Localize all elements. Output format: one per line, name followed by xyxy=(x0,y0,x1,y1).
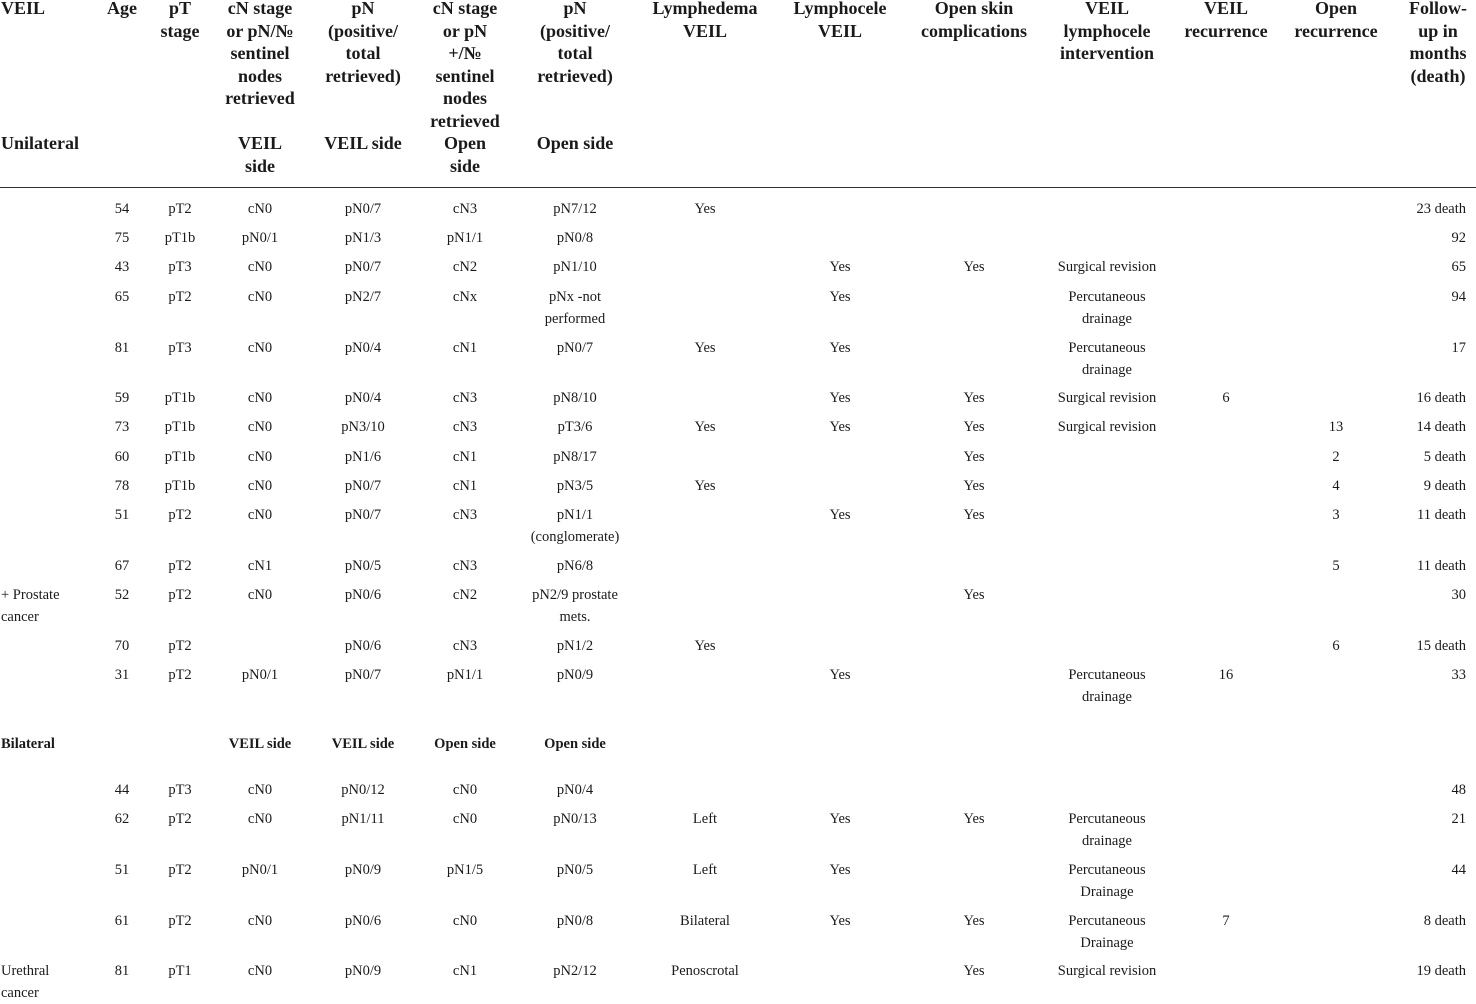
bilateral-subheader-pn-open: Open side xyxy=(544,734,606,754)
cell-followup: 16 death xyxy=(1416,388,1466,410)
cell-pn-open: pN0/9 xyxy=(557,665,593,687)
cell-intervention: Surgical revision xyxy=(1058,417,1156,439)
cell-pn-veil: pN0/9 xyxy=(345,961,381,983)
header-pt-stage xyxy=(161,0,200,42)
cell-pn-open: pN0/7 xyxy=(557,338,593,360)
cell-pt: pT2 xyxy=(168,911,191,933)
cell-followup: 33 xyxy=(1452,665,1467,687)
cell-cn-veil: cN0 xyxy=(248,585,272,607)
cell-age: 62 xyxy=(115,809,130,831)
header-line: Open skin xyxy=(921,0,1027,20)
header-line: nodes xyxy=(225,65,295,88)
cell-cn-veil: cN1 xyxy=(248,556,272,578)
cell-followup: 48 xyxy=(1452,780,1467,802)
cell-pn-open: pN0/8 xyxy=(557,911,593,933)
cell-open-rec: 3 xyxy=(1332,505,1339,527)
cell-cn-open: cN3 xyxy=(453,199,477,221)
cell-cn-veil: pN0/1 xyxy=(242,860,278,882)
cell-cn-open: cN0 xyxy=(453,809,477,831)
cell-intervention: Percutaneous xyxy=(1068,860,1145,882)
cell-pn-open: pN3/5 xyxy=(557,476,593,498)
header-line: Open xyxy=(1294,0,1377,20)
header-veil: VEIL xyxy=(1,0,45,20)
subheader-bilateral: Bilateral xyxy=(1,734,55,754)
cell-cn-veil: cN0 xyxy=(248,809,272,831)
cell-pt: pT1b xyxy=(165,417,196,439)
cell-cn-veil: pN0/1 xyxy=(242,665,278,687)
cell-intervention: drainage xyxy=(1082,360,1132,382)
cell-intervention: Drainage xyxy=(1080,933,1133,955)
header-cn-open xyxy=(430,0,500,132)
cell-cn-veil: cN0 xyxy=(248,338,272,360)
header-veil-intervention xyxy=(1060,0,1154,65)
cell-veil-rec: 6 xyxy=(1222,388,1229,410)
cell-pn-open: pN8/10 xyxy=(553,388,597,410)
header-line: lymphocele xyxy=(1060,20,1154,43)
cell-open-rec: 4 xyxy=(1332,476,1339,498)
cell-pt: pT1b xyxy=(165,388,196,410)
cell-cn-open: pN1/1 xyxy=(447,665,483,687)
cell-age: 70 xyxy=(115,636,130,658)
header-line: side xyxy=(444,155,486,178)
cell-lymphocele: Yes xyxy=(829,287,850,309)
cell-pt: pT3 xyxy=(168,338,191,360)
cell-pn-veil: pN0/5 xyxy=(345,556,381,578)
cell-cn-open: cN2 xyxy=(453,585,477,607)
cell-followup: 65 xyxy=(1452,257,1467,279)
cell-pn-veil: pN0/7 xyxy=(345,476,381,498)
cell-cn-veil: cN0 xyxy=(248,417,272,439)
cell-cn-open: cN3 xyxy=(453,636,477,658)
header-line: nodes xyxy=(430,87,500,110)
header-open-skin xyxy=(921,0,1027,42)
bilateral-subheader-cn-open: Open side xyxy=(434,734,496,754)
cell-followup: 14 death xyxy=(1416,417,1466,439)
cell-open-skin: Yes xyxy=(963,505,984,527)
cell-pt: pT1b xyxy=(165,447,196,469)
cell-pn-veil: pN0/6 xyxy=(345,636,381,658)
cell-age: 54 xyxy=(115,199,130,221)
cell-note: + Prostate xyxy=(1,585,60,607)
cell-cn-veil: cN0 xyxy=(248,388,272,410)
header-line: (positive/ xyxy=(325,20,401,43)
cell-age: 59 xyxy=(115,388,130,410)
cell-followup: 21 xyxy=(1452,809,1467,831)
cell-lymphocele: Yes xyxy=(829,505,850,527)
cell-cn-veil: cN0 xyxy=(248,505,272,527)
header-open-recurrence xyxy=(1294,0,1377,42)
cell-pn-veil: pN1/3 xyxy=(345,228,381,250)
cell-cn-veil: pN0/1 xyxy=(242,228,278,250)
cell-cn-open: cN1 xyxy=(453,447,477,469)
cell-cn-open: cN3 xyxy=(453,417,477,439)
subheader-pn-veil: VEIL side xyxy=(324,132,402,155)
cell-followup: 30 xyxy=(1452,585,1467,607)
cell-open-rec: 5 xyxy=(1332,556,1339,578)
cell-lymphocele: Yes xyxy=(829,911,850,933)
cell-pn-open: pN8/17 xyxy=(553,447,597,469)
cell-cn-veil: cN0 xyxy=(248,199,272,221)
cell-age: 75 xyxy=(115,228,130,250)
cell-cn-open: cN3 xyxy=(453,505,477,527)
cell-age: 81 xyxy=(115,961,130,983)
header-pn-veil xyxy=(325,0,401,87)
cell-pt: pT3 xyxy=(168,257,191,279)
cell-followup: 23 death xyxy=(1416,199,1466,221)
cell-followup: 17 xyxy=(1452,338,1467,360)
cell-age: 43 xyxy=(115,257,130,279)
cell-age: 78 xyxy=(115,476,130,498)
cell-pn-open: pN2/12 xyxy=(553,961,597,983)
cell-pn-veil: pN0/6 xyxy=(345,585,381,607)
cell-age: 65 xyxy=(115,287,130,309)
cell-lymphedema: Yes xyxy=(694,476,715,498)
cell-intervention: drainage xyxy=(1082,687,1132,709)
cell-cn-open: cN0 xyxy=(453,911,477,933)
cell-lymphocele: Yes xyxy=(829,257,850,279)
cell-followup: 11 death xyxy=(1417,505,1466,527)
cell-intervention: Surgical revision xyxy=(1058,388,1156,410)
cell-pn-veil: pN0/12 xyxy=(341,780,385,802)
header-line: pT xyxy=(161,0,200,20)
cell-pt: pT2 xyxy=(168,505,191,527)
cell-pt: pT2 xyxy=(168,556,191,578)
cell-lymphocele: Yes xyxy=(829,665,850,687)
header-age: Age xyxy=(107,0,137,20)
cell-pn-veil: pN0/7 xyxy=(345,505,381,527)
cell-open-skin: Yes xyxy=(963,809,984,831)
cell-followup: 8 death xyxy=(1424,911,1466,933)
cell-cn-open: pN1/5 xyxy=(447,860,483,882)
cell-open-rec: 2 xyxy=(1332,447,1339,469)
cell-intervention: Surgical revision xyxy=(1058,257,1156,279)
cell-cn-veil: cN0 xyxy=(248,911,272,933)
cell-cn-veil: cN0 xyxy=(248,961,272,983)
cell-cn-open: cN1 xyxy=(453,476,477,498)
header-line: months xyxy=(1409,42,1467,65)
header-line: or pN/№ xyxy=(225,20,295,43)
cell-followup: 44 xyxy=(1452,860,1467,882)
cell-pt: pT3 xyxy=(168,780,191,802)
cell-cn-veil: cN0 xyxy=(248,287,272,309)
cell-pn-open: pN0/5 xyxy=(557,860,593,882)
cell-lymphedema: Penoscrotal xyxy=(671,961,739,983)
cell-intervention: drainage xyxy=(1082,831,1132,853)
cell-cn-veil: cN0 xyxy=(248,447,272,469)
cell-pn-veil: pN0/7 xyxy=(345,199,381,221)
subheader-pn-open: Open side xyxy=(537,132,614,155)
cell-pn-open: (conglomerate) xyxy=(531,527,620,549)
cell-open-skin: Yes xyxy=(963,476,984,498)
cell-note: cancer xyxy=(1,607,39,629)
header-line: VEIL xyxy=(238,132,282,155)
header-line: retrieved) xyxy=(325,65,401,88)
header-line: Open xyxy=(444,132,486,155)
bilateral-subheader-cn-veil: VEIL side xyxy=(229,734,291,754)
header-lymphocele xyxy=(794,0,887,42)
cell-followup: 94 xyxy=(1452,287,1467,309)
header-line: VEIL xyxy=(794,20,887,43)
cell-lymphedema: Yes xyxy=(694,636,715,658)
cell-open-skin: Yes xyxy=(963,961,984,983)
cell-pn-open: pN2/9 prostate xyxy=(532,585,618,607)
cell-followup: 5 death xyxy=(1424,447,1466,469)
cell-pt: pT2 xyxy=(168,665,191,687)
cell-pn-veil: pN0/7 xyxy=(345,665,381,687)
header-line: VEIL xyxy=(1060,0,1154,20)
cell-pn-open: pN6/8 xyxy=(557,556,593,578)
cell-open-skin: Yes xyxy=(963,911,984,933)
cell-cn-veil: cN0 xyxy=(248,476,272,498)
cell-pn-veil: pN0/6 xyxy=(345,911,381,933)
subheader-cn-open xyxy=(444,132,486,177)
cell-pt: pT2 xyxy=(168,636,191,658)
header-line: total xyxy=(325,42,401,65)
cell-age: 61 xyxy=(115,911,130,933)
cell-followup: 19 death xyxy=(1416,961,1466,983)
header-line: +/№ xyxy=(430,42,500,65)
cell-intervention: Percutaneous xyxy=(1068,665,1145,687)
cell-intervention: Percutaneous xyxy=(1068,287,1145,309)
cell-lymphedema: Yes xyxy=(694,199,715,221)
cell-pn-open: pNx -not xyxy=(549,287,601,309)
cell-lymphedema: Bilateral xyxy=(680,911,730,933)
cell-intervention: Percutaneous xyxy=(1068,338,1145,360)
header-pn-open xyxy=(537,0,613,87)
cell-pn-veil: pN1/6 xyxy=(345,447,381,469)
header-line: cN stage xyxy=(225,0,295,20)
cell-intervention: Percutaneous xyxy=(1068,911,1145,933)
cell-age: 44 xyxy=(115,780,130,802)
subheader-unilateral: Unilateral xyxy=(1,132,79,155)
header-line: sentinel xyxy=(225,42,295,65)
header-line: Lymphocele xyxy=(794,0,887,20)
cell-pt: pT1b xyxy=(165,476,196,498)
header-line: (positive/ xyxy=(537,20,613,43)
cell-cn-open: cN3 xyxy=(453,556,477,578)
header-line: Lymphedema xyxy=(652,0,757,20)
header-line: or pN xyxy=(430,20,500,43)
cell-followup: 11 death xyxy=(1417,556,1466,578)
cell-pn-open: pN0/13 xyxy=(553,809,597,831)
cell-open-rec: 6 xyxy=(1332,636,1339,658)
cell-open-skin: Yes xyxy=(963,447,984,469)
cell-followup: 9 death xyxy=(1424,476,1466,498)
header-line: side xyxy=(238,155,282,178)
header-line: recurrence xyxy=(1184,20,1267,43)
cell-lymphocele: Yes xyxy=(829,417,850,439)
cell-cn-open: cN0 xyxy=(453,780,477,802)
cell-pn-open: pN0/4 xyxy=(557,780,593,802)
header-line: retrieved) xyxy=(537,65,613,88)
header-rule xyxy=(0,187,1476,188)
cell-pn-veil: pN0/4 xyxy=(345,388,381,410)
cell-lymphedema: Left xyxy=(693,860,717,882)
cell-pn-open: pN0/8 xyxy=(557,228,593,250)
header-line: pN xyxy=(537,0,613,20)
cell-cn-open: cN3 xyxy=(453,388,477,410)
cell-pt: pT2 xyxy=(168,199,191,221)
cell-intervention: Drainage xyxy=(1080,882,1133,904)
cell-open-skin: Yes xyxy=(963,585,984,607)
cell-pn-veil: pN0/4 xyxy=(345,338,381,360)
header-line: cN stage xyxy=(430,0,500,20)
cell-age: 31 xyxy=(115,665,130,687)
cell-intervention: Percutaneous xyxy=(1068,809,1145,831)
cell-pn-open: pN7/12 xyxy=(553,199,597,221)
cell-age: 67 xyxy=(115,556,130,578)
header-lymphedema xyxy=(652,0,757,42)
cell-pn-veil: pN1/11 xyxy=(342,809,385,831)
header-line: pN xyxy=(325,0,401,20)
header-line: retrieved xyxy=(225,87,295,110)
subheader-cn-veil xyxy=(238,132,282,177)
header-line: (death) xyxy=(1409,65,1467,88)
cell-age: 81 xyxy=(115,338,130,360)
cell-pt: pT2 xyxy=(168,585,191,607)
header-line: stage xyxy=(161,20,200,43)
header-line: up in xyxy=(1409,20,1467,43)
cell-age: 51 xyxy=(115,505,130,527)
cell-age: 73 xyxy=(115,417,130,439)
cell-cn-open: cN1 xyxy=(453,961,477,983)
cell-pn-open: pN1/10 xyxy=(553,257,597,279)
cell-followup: 92 xyxy=(1452,228,1467,250)
cell-pn-veil: pN2/7 xyxy=(345,287,381,309)
cell-pn-open: performed xyxy=(545,309,605,331)
cell-pn-open: pT3/6 xyxy=(558,417,593,439)
cell-note: cancer xyxy=(1,983,39,1004)
header-line: recurrence xyxy=(1294,20,1377,43)
cell-cn-open: cN2 xyxy=(453,257,477,279)
header-line: total xyxy=(537,42,613,65)
cell-age: 51 xyxy=(115,860,130,882)
cell-lymphocele: Yes xyxy=(829,338,850,360)
cell-pt: pT1b xyxy=(165,228,196,250)
cell-lymphedema: Left xyxy=(693,809,717,831)
cell-veil-rec: 7 xyxy=(1222,911,1229,933)
cell-open-skin: Yes xyxy=(963,388,984,410)
cell-open-skin: Yes xyxy=(963,417,984,439)
cell-cn-veil: cN0 xyxy=(248,257,272,279)
cell-cn-open: cN1 xyxy=(453,338,477,360)
bilateral-subheader-pn-veil: VEIL side xyxy=(332,734,394,754)
header-cn-veil xyxy=(225,0,295,110)
cell-pt: pT2 xyxy=(168,809,191,831)
header-line: VEIL xyxy=(1184,0,1267,20)
cell-pn-veil: pN3/10 xyxy=(341,417,385,439)
header-line: complications xyxy=(921,20,1027,43)
cell-pn-open: pN1/2 xyxy=(557,636,593,658)
cell-pn-open: mets. xyxy=(559,607,590,629)
cell-intervention: Surgical revision xyxy=(1058,961,1156,983)
header-line: intervention xyxy=(1060,42,1154,65)
cell-pn-veil: pN0/7 xyxy=(345,257,381,279)
cell-age: 52 xyxy=(115,585,130,607)
cell-age: 60 xyxy=(115,447,130,469)
cell-pt: pT1 xyxy=(168,961,191,983)
cell-cn-open: cNx xyxy=(453,287,477,309)
cell-lymphedema: Yes xyxy=(694,338,715,360)
cell-lymphedema: Yes xyxy=(694,417,715,439)
cell-followup: 15 death xyxy=(1416,636,1466,658)
cell-lymphocele: Yes xyxy=(829,809,850,831)
cell-pt: pT2 xyxy=(168,287,191,309)
cell-lymphocele: Yes xyxy=(829,860,850,882)
cell-veil-rec: 16 xyxy=(1219,665,1234,687)
cell-pn-open: pN1/1 xyxy=(557,505,593,527)
cell-note: Urethral xyxy=(1,961,49,983)
cell-open-rec: 13 xyxy=(1329,417,1344,439)
cell-pn-veil: pN0/9 xyxy=(345,860,381,882)
header-line: VEIL xyxy=(652,20,757,43)
cell-lymphocele: Yes xyxy=(829,388,850,410)
cell-open-skin: Yes xyxy=(963,257,984,279)
cell-cn-open: pN1/1 xyxy=(447,228,483,250)
cell-pt: pT2 xyxy=(168,860,191,882)
header-line: retrieved xyxy=(430,110,500,133)
header-line: sentinel xyxy=(430,65,500,88)
cell-cn-veil: cN0 xyxy=(248,780,272,802)
header-veil-recurrence xyxy=(1184,0,1267,42)
header-line: Follow- xyxy=(1409,0,1467,20)
cell-intervention: drainage xyxy=(1082,309,1132,331)
header-followup xyxy=(1409,0,1467,87)
